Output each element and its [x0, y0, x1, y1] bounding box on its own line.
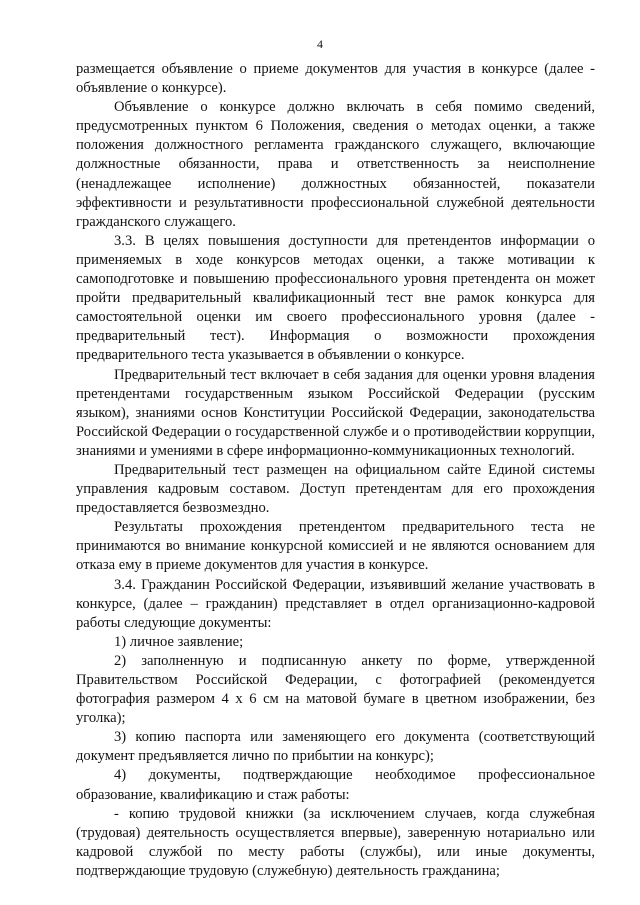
paragraph-continuation: размещается объявление о приеме документов для участия в конкурсе (далее - объявление о конкурсе).	[76, 61, 595, 97]
list-subitem-work-book: - копию трудовой книжки (за исключением случаев, когда служебная (трудовая) деятельность осуществляется впервые), заверенную нотариально или кадровой службой по месту работы (службы), или иные документы, подтверждающие трудовую (служебную) деятельность гражданина;	[76, 805, 595, 879]
document-body	[76, 60, 595, 881]
list-item-3: 3) копию паспорта или заменяющего его документа (соответствующий документ предъявляется лично по прибытии на конкурс);	[76, 729, 595, 765]
paragraph-test-results: Результаты прохождения претендентом предварительного теста не принимаются во внимание конкурсной комиссией и не являются основанием для отказа ему в приеме документов для участия в конкурсе.	[76, 519, 595, 574]
list-item-1: 1) личное заявление;	[114, 633, 244, 650]
paragraph-announcement-content: Объявление о конкурсе должно включать в себя помимо сведений, предусмотренных пунктом 6 Положения, сведения о методах оценки, а также положения должностного регламента гражданского служащего, включающие должностные обязанности, права и ответственность за неисполнение (ненадлежащее исполнение) должностных обязанностей, показатели эффективности и результативности профессиональной служебной деятельности гражданского служащего.	[76, 99, 595, 230]
paragraph-3-4: 3.4. Гражданин Российской Федерации, изъявивший желание участвовать в конкурсе, (далее – гражданин) представляет в отдел организационно-кадровой работы следующие документы:	[76, 576, 595, 631]
page-number: 4	[317, 37, 323, 51]
paragraph-3-3: 3.3. В целях повышения доступности для претендентов информации о применяемых в ходе конкурсов методах оценки, а также мотивации к самоподготовке и повышению профессионального уровня претендента он может пройти предварительный квалификационный тест вне рамок конкурса для самостоятельной оценки им своего профессионального уровня (далее - предварительный тест). Информация о возможности прохождения предварительного теста указывается в объявлении о конкурсе.	[76, 232, 595, 364]
list-item-4: 4) документы, подтверждающие необходимое профессиональное образование, квалификацию и стаж работы:	[76, 767, 595, 803]
list-item-2: 2) заполненную и подписанную анкету по форме, утвержденной Правительством Российской Федерации, с фотографией (рекомендуется фотография размером 4 х 6 см на матовой бумаге в цветном изображении, без уголка);	[76, 652, 595, 727]
paragraph-test-content: Предварительный тест включает в себя задания для оценки уровня владения претендентами государственным языком Российской Федерации (русским языком), знаниями основ Конституции Российской Федерации, законодательства Российской Федерации о государственной службе и о противодействии коррупции, знаниями и умениями в сфере информационно-коммуникационных технологий.	[76, 366, 595, 459]
paragraph-test-location: Предварительный тест размещен на официальном сайте Единой системы управления кадровым составом. Доступ претендентам для его прохождения предоставляется безвозмездно.	[76, 461, 595, 517]
